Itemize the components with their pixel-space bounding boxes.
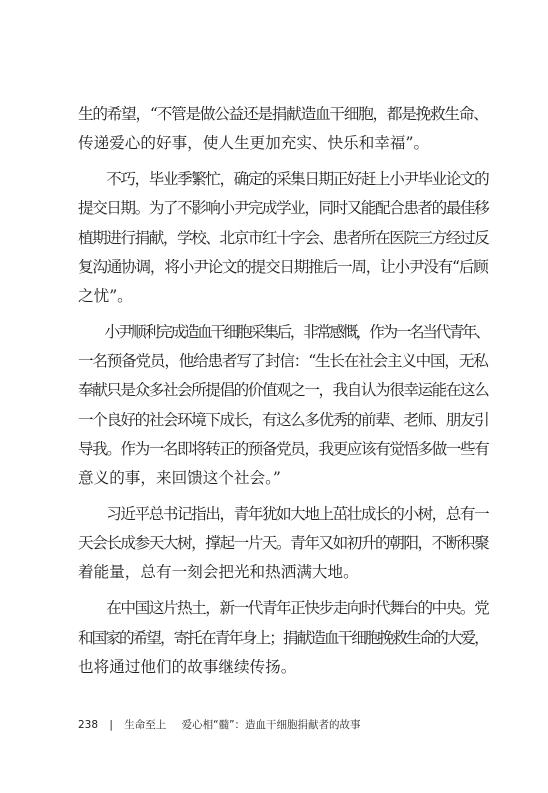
- page-number: 238: [78, 719, 99, 731]
- text-line: 之忧”。: [78, 287, 133, 305]
- book-subtitle: 爱心相“髓”：造血干细胞捐献者的故事: [181, 719, 361, 731]
- text-line: 和国家的希望，寄托在青年身上；捐献造血干细胞挽救生命的大爱，: [78, 628, 488, 647]
- text-line: 也将通过他们的故事继续传扬。: [78, 657, 297, 676]
- text-line: 提交日期。为了不影响小尹完成学业，同时又能配合患者的最佳移: [78, 199, 489, 218]
- text-line: 传递爱心的好事，使人生更加充实、快乐和幸福”。: [78, 134, 430, 153]
- text-line: 不巧，毕业季繁忙，确定的采集日期正好赶上小尹毕业论文的: [78, 170, 489, 189]
- text-line: 复沟通协调，将小尹论文的提交日期推后一周，让小尹没有“后顾: [78, 257, 488, 276]
- page-footer: [78, 718, 361, 732]
- text-line: 意义的事，来回馈这个社会。”: [78, 469, 281, 487]
- book-title: 生命至上: [124, 719, 167, 731]
- text-line: 奉献只是众多社会所提倡的价值观之一，我自认为很幸运能在这么: [78, 381, 489, 400]
- text-line: 着能量，总有一刻会把光和热洒满大地。: [78, 563, 359, 582]
- text-line: 导我。作为一名即将转正的预备党员，我更应该有觉悟多做一些有: [78, 439, 489, 458]
- text-line: 在中国这片热土，新一代青年正快步走向时代舞台的中央。党: [78, 599, 489, 618]
- footer-separator: |: [109, 719, 113, 731]
- text-line: 小尹顺利完成造血干细胞采集后，非常感慨，作为一名当代青年、: [78, 323, 489, 341]
- text-line: 生的希望，“不管是做公益还是捐献造血干细胞，都是挽救生命、: [78, 105, 488, 123]
- text-line: 习近平总书记指出，青年犹如大地上茁壮成长的小树，总有一: [78, 505, 489, 523]
- text-line: 天会长成参天大树，撑起一片天。青年又如初升的朝阳，不断积聚: [78, 534, 489, 553]
- text-line: 植期进行捐献，学校、北京市红十字会、患者所在医院三方经过反: [78, 228, 489, 247]
- text-line: 一个良好的社会环境下成长，有这么多优秀的前辈、老师、朋友引: [78, 410, 489, 429]
- text-line: 一名预备党员，他给患者写了封信：“生长在社会主义中国，无私: [78, 352, 488, 371]
